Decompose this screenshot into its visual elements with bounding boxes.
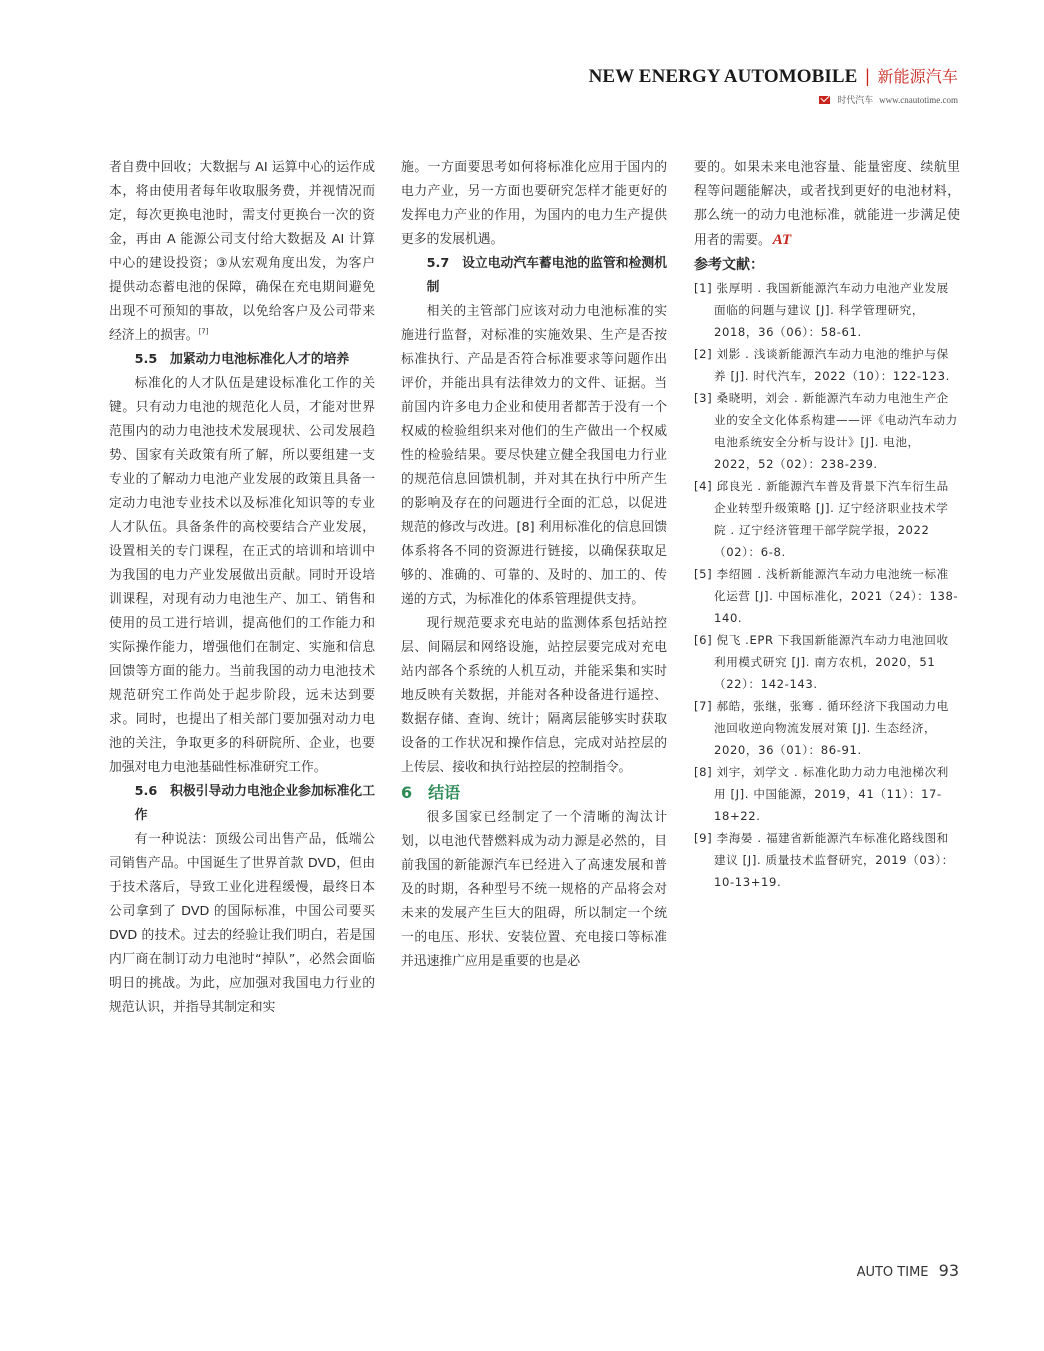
reference-item: [6] 倪飞 .EPR 下我国新能源汽车动力电池回收利用模式研究 [J]. 南方农机，2020，51（22）：142-143. — [694, 633, 949, 691]
paragraph-text: 者自费中回收；大数据与 AI 运算中心的运作成本，将由使用者每年收取服务费，并视情况而定，每次更换电池时，需支付更换台一次的资金，再由 A 能源公司支付给大数据及 AI 计算中心的建设投资；③从宏观角度出发，为客户提供动态蓄电池的保障，确保在充电期间避免出现不可预知的事故，以免给客户及公司带来经济上的损害。 — [109, 160, 375, 343]
reference-item: [4] 邱良光 . 新能源汽车普及背景下汽车衍生品企业转型升级策略 [J]. 辽宁经济职业技术学院 . 辽宁经济管理干部学院学报，2022（02）：6-8. — [694, 479, 949, 559]
column-left — [109, 156, 375, 1020]
paragraph — [694, 156, 960, 253]
section-heading-6: 6 结语 — [401, 783, 461, 802]
magazine-url: www.cnautotime.com — [879, 95, 958, 105]
paragraph: 标准化的人才队伍是建设标准化工作的关键。只有动力电池的规范化人员，才能对世界范围内的动力电池技术发展现状、公司发展趋势、国家有关政策有所了解，所以要组建一支专业的了解动力电池产业发展的政策且具备一定动力电池专业技术以及标准化知识等的专业人才队伍。具备条件的高校要结合产业发展，设置相关的专门课程，在正式的培训和培训中为我国的电力产业发展做出贡献。同时开设培训课程，对现有动力电池生产、加工、销售和使用的员工进行培训，提高他们的工作能力和实际操作能力，增强他们在制定、实施和信息回馈等方面的能力。当前我国的动力电池技术规范研究工作尚处于起步阶段，远未达到要求。同时，也提出了相关部门要加强对动力电池的关注，争取更多的科研院所、企业，也要加强对电力电池基础性标准研究工作。 — [109, 376, 375, 775]
reference-item: [1] 张厚明 . 我国新能源汽车动力电池产业发展面临的问题与建议 [J]. 科学管理研究，2018，36（06）：58-61. — [694, 281, 949, 339]
header-separator: | — [865, 66, 870, 87]
paragraph: 很多国家已经制定了一个清晰的淘汰计划，以电池代替燃料成为动力源是必然的，目前我国的新能源汽车已经进入了高速发展和普及的时期，各种型号不统一规格的产品将会对未来的发展产生巨大的阻碍，所以制定一个统一的电压、形状、安装位置、充电接口等标准并迅速推广应用是重要的也是必 — [401, 810, 667, 969]
header-title-cn: 新能源汽车 — [877, 67, 958, 86]
reference-item: [3] 桑晓明，刘会 . 新能源汽车动力电池生产企业的安全文化体系构建——评《电动汽车动力电池系统安全分析与设计》[J]. 电池，2022，52（02）：238-239. — [694, 391, 958, 471]
header-subline — [819, 93, 958, 106]
paragraph: 相关的主管部门应该对动力电池标准的实施进行监督，对标准的实施效果、生产是否按标准执行、产品是否符合标准要求等问题作出评价，并能出具有法律效力的文件、证据。当前国内许多电力企业和使用者都苦于没有一个权威的检验组织来对他们的生产做出一个权威性的检验结果。要尽快建立健全我国电力行业的规范信息回馈机制，并对其在执行中所产生的影响及存在的问题进行全面的汇总，以促进规范的修改与改进。[8] 利用标准化的信息回馈体系将各不同的资源进行链接，以确保获取足够的、准确的、可靠的、及时的、加工的、传递的方式，为标准化的体系管理提供支持。 — [401, 304, 667, 607]
paragraph: 有一种说法：顶级公司出售产品，低端公司销售产品。中国诞生了世界首款 DVD，但由于技术落后，导致工业化进程缓慢，最终日本公司拿到了 DVD 的国际标准，中国公司要买 DVD 的技术。过去的经验让我们明白，若是国内厂商在制订动力电池时“掉队”，必然会面临明日的挑战。为此，应加强对我国电力行业的规范认识，并指导其制定和实 — [109, 832, 375, 1015]
reference-item: [9] 李海晏 . 福建省新能源汽车标准化路线图和建议 [J]. 质量技术监督研究，2019（03）：10-13+19. — [694, 831, 954, 889]
running-header — [589, 64, 958, 88]
column-middle — [401, 156, 667, 974]
section-heading-5-7: 5.7 设立电动汽车蓄电池的监管和检测机制 — [426, 256, 667, 295]
paragraph-text: 要的。如果未来电池容量、能量密度、续航里程等问题能解决，或者找到更好的电池材料，那么统一的动力电池标准，就能进一步满足使用者的需要。 — [694, 160, 960, 248]
mail-icon — [819, 96, 830, 104]
reference-item: [7] 郝皓，张继，张骞 . 循环经济下我国动力电池回收逆向物流发展对策 [J]. 生态经济，2020，36（01）：86-91. — [694, 699, 949, 757]
paragraph — [109, 156, 375, 348]
magazine-name: 时代汽车 — [837, 96, 874, 106]
citation-ref: [7] — [198, 327, 209, 336]
page-number: 93 — [938, 1261, 959, 1280]
column-right — [694, 156, 960, 893]
reference-item: [8] 刘宇，刘学文 . 标准化助力动力电池梯次利用 [J]. 中国能源，2019，41（11）：17-18+22. — [694, 765, 949, 823]
references-list — [694, 277, 960, 893]
section-heading-5-5: 5.5 加紧动力电池标准化人才的培养 — [134, 352, 350, 367]
page-footer — [857, 1261, 959, 1280]
reference-item: [2] 刘影 . 浅谈新能源汽车动力电池的维护与保养 [J]. 时代汽车，2022（10）：122-123. — [694, 347, 950, 383]
references-title: 参考文献： — [694, 257, 764, 273]
article-end-mark: AT — [772, 232, 792, 248]
header-title-en: NEW ENERGY AUTOMOBILE — [588, 66, 858, 87]
paragraph: 现行规范要求充电站的监测体系包括站控层、间隔层和网络设施，站控层要完成对充电站内部各个系统的人机互动，并能采集和实时地反映有关数据，并能对各种设备进行遥控、数据存储、查询、统计；隔离层能够实时获取设备的工作状况和操作信息，完成对站控层的上传层、接收和执行站控层的控制指令。 — [401, 616, 667, 775]
footer-journal: AUTO TIME — [856, 1265, 929, 1280]
paragraph: 施。一方面要思考如何将标准化应用于国内的电力产业，另一方面也要研究怎样才能更好的发挥电力产业的作用，为国内的电力生产提供更多的发展机遇。 — [401, 160, 667, 247]
reference-item: [5] 李绍圆 . 浅析新能源汽车动力电池统一标准化运营 [J]. 中国标准化，2021（24）：138-140. — [694, 567, 959, 625]
section-heading-5-6: 5.6 积极引导动力电池企业参加标准化工作 — [134, 784, 375, 823]
